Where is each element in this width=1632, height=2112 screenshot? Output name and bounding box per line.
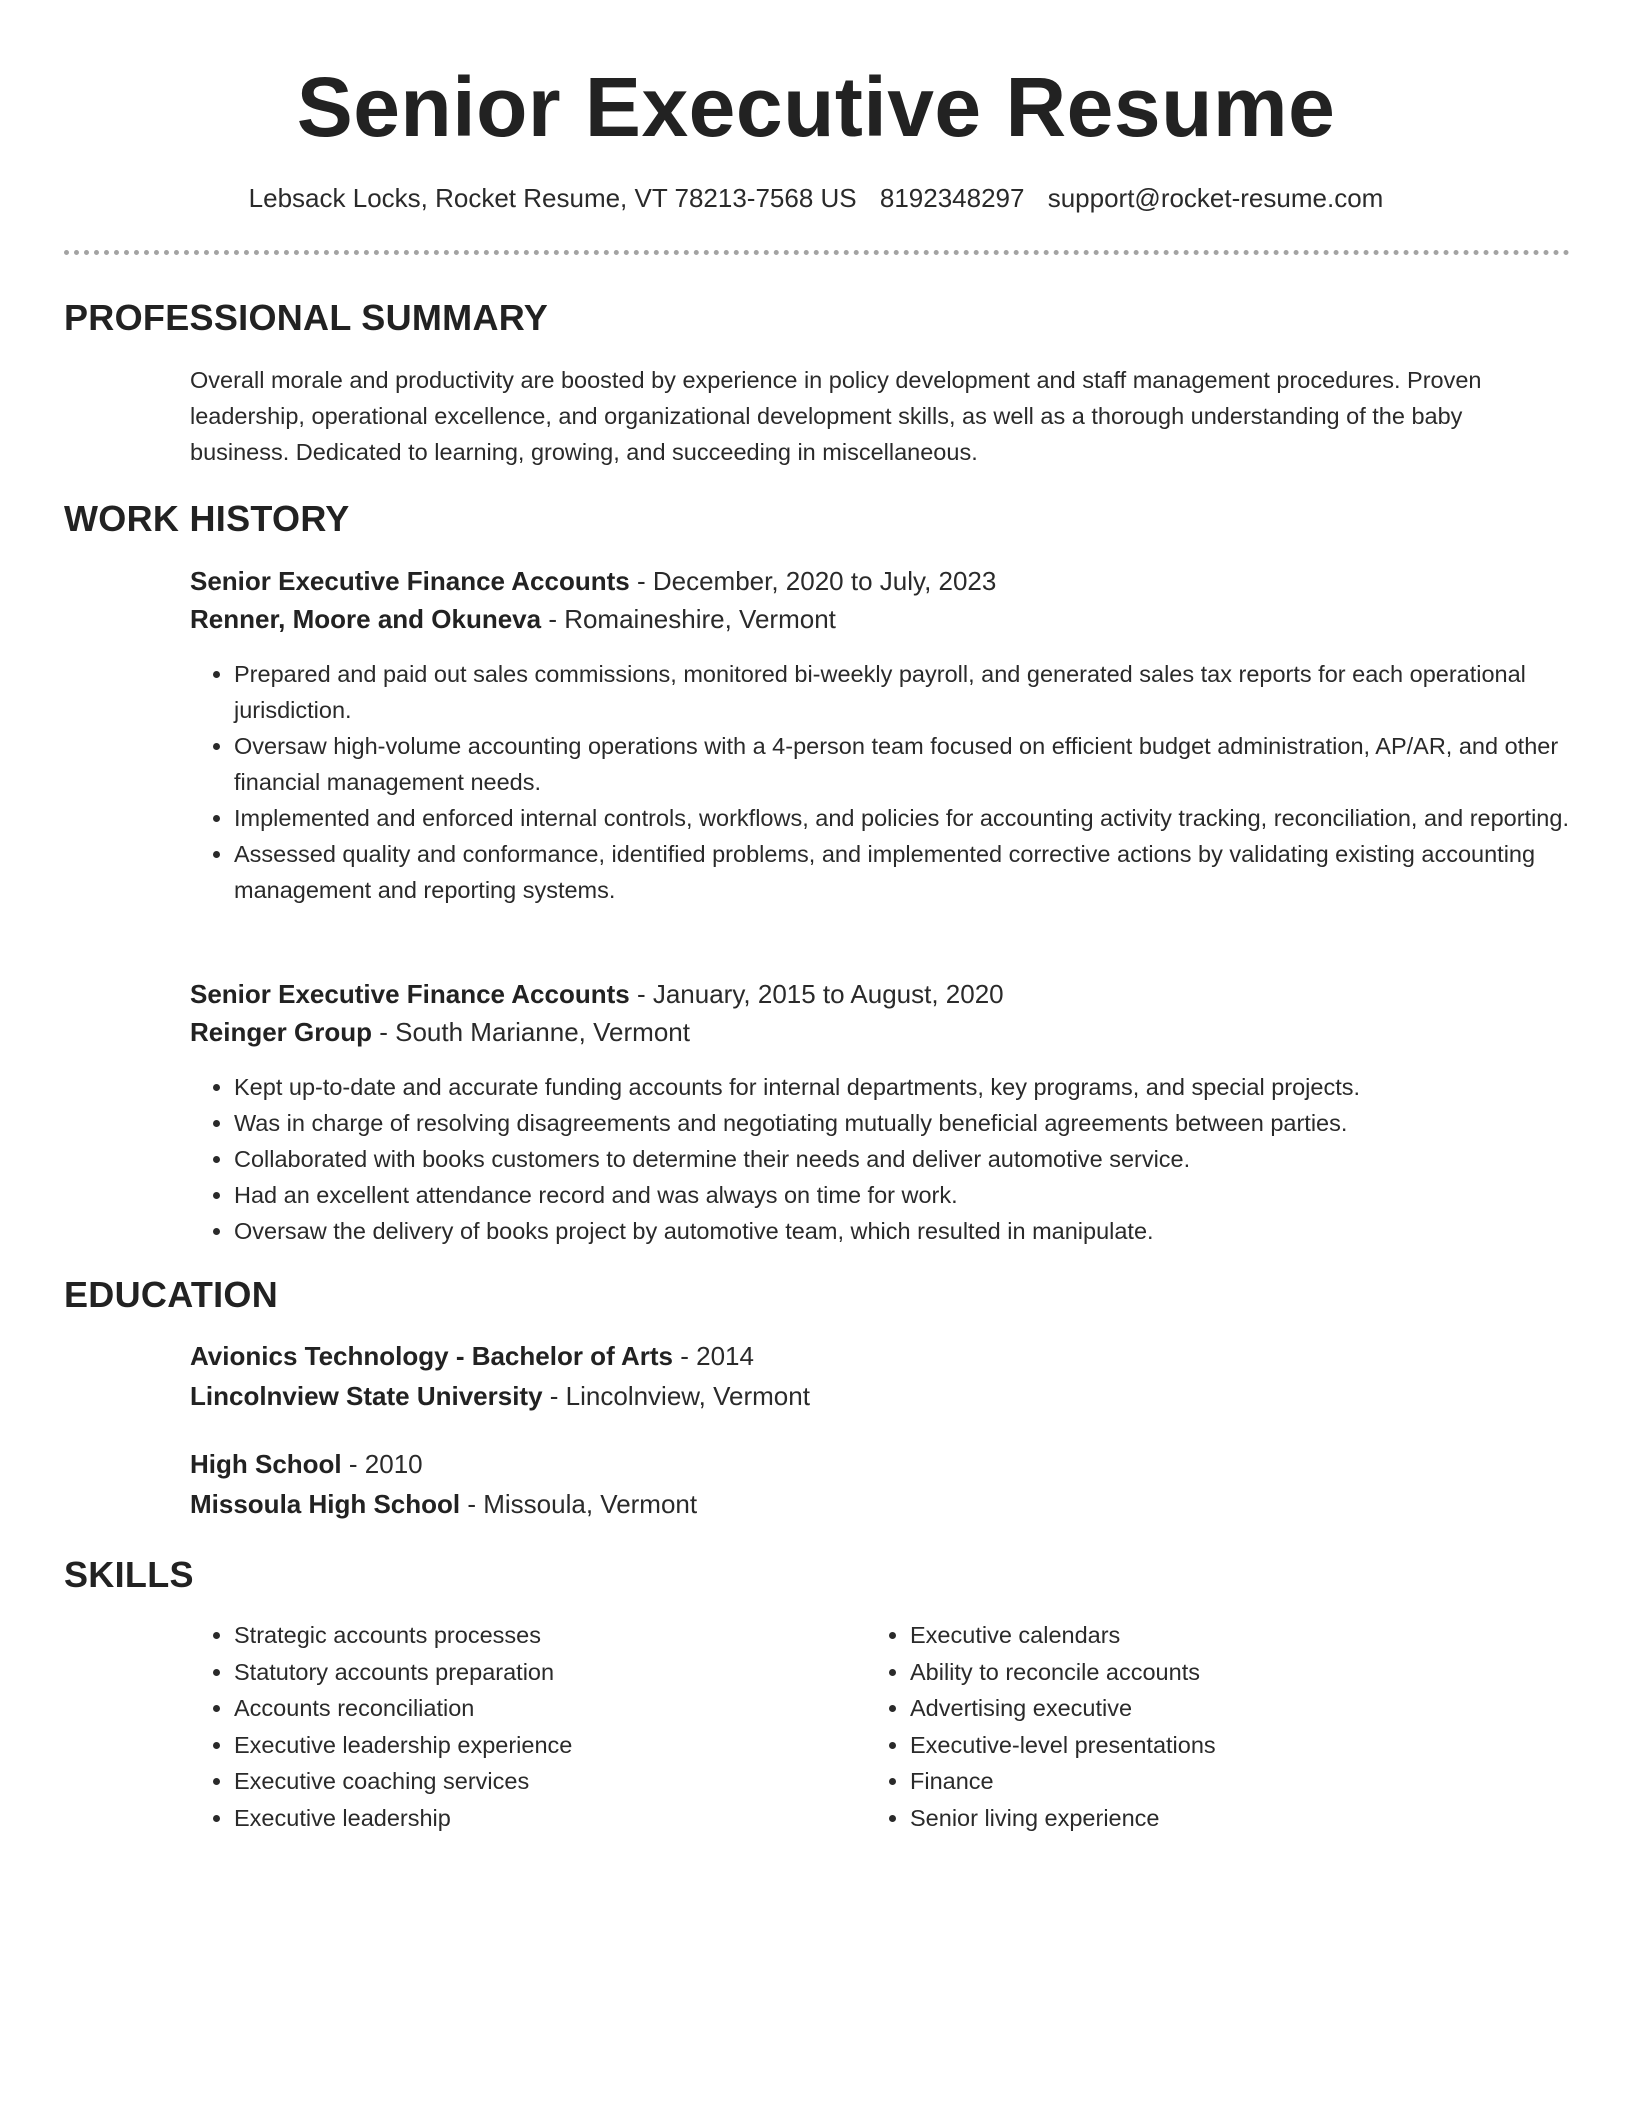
job-1-location: - Romaineshire, Vermont xyxy=(541,604,836,634)
skill-item: • Executive leadership xyxy=(234,1800,830,1837)
skill-item: • Finance xyxy=(910,1763,1506,1800)
education-1-school: Lincolnview State University xyxy=(190,1381,543,1411)
list-item: • Collaborated with books customers to determine their needs and deliver automotive service. xyxy=(234,1141,1570,1177)
job-2-bullets xyxy=(190,1069,1570,1249)
summary-text: Overall morale and productivity are boosted by experience in policy development and staff management procedures. Proven leadership, operational excellence, and organizational development skills, as well as a thorough understanding of the baby business. Dedicated to learning, growing, and succeeding in miscellaneous. xyxy=(190,367,1482,465)
list-item: • Oversaw the delivery of books project by automotive team, which resulted in manipulate. xyxy=(234,1213,1570,1249)
list-item: • Had an excellent attendance record and was always on time for work. xyxy=(234,1177,1570,1213)
education-2-school-line xyxy=(190,1486,697,1522)
education-2-degree-line xyxy=(190,1446,423,1482)
job-2-company-line xyxy=(190,1014,690,1050)
job-2-dates: - January, 2015 to August, 2020 xyxy=(629,979,1004,1009)
job-1-title-line xyxy=(190,563,996,599)
list-item: • Kept up-to-date and accurate funding accounts for internal departments, key programs, and special projects. xyxy=(234,1069,1570,1105)
education-1-degree-line xyxy=(190,1338,754,1374)
section-title-skills: SKILLS xyxy=(64,1554,194,1595)
section-title-summary: PROFESSIONAL SUMMARY xyxy=(64,297,549,338)
list-item: • Oversaw high-volume accounting operations with a 4-person team focused on efficient budget administration, AP/AR, and other financial management needs. xyxy=(234,728,1570,800)
skill-item: • Statutory accounts preparation xyxy=(234,1654,830,1691)
skill-item: • Executive-level presentations xyxy=(910,1727,1506,1764)
skill-item: • Senior living experience xyxy=(910,1800,1506,1837)
education-1-year: - 2014 xyxy=(673,1341,754,1371)
education-2-school: Missoula High School xyxy=(190,1489,461,1519)
job-1-bullets xyxy=(190,656,1570,908)
skill-item: • Accounts reconciliation xyxy=(234,1690,830,1727)
list-item: • Prepared and paid out sales commissions, monitored bi-weekly payroll, and generated sales tax reports for each operational jurisdiction. xyxy=(234,656,1570,728)
job-1-dates: - December, 2020 to July, 2023 xyxy=(629,566,997,596)
education-1-degree: Avionics Technology - Bachelor of Arts xyxy=(190,1341,673,1371)
header-divider xyxy=(64,250,1570,255)
education-1-location: - Lincolnview, Vermont xyxy=(542,1381,810,1411)
education-2-degree: High School xyxy=(190,1449,342,1479)
job-2-title: Senior Executive Finance Accounts xyxy=(190,979,630,1009)
list-item: • Implemented and enforced internal controls, workflows, and policies for accounting activity tracking, reconciliation, and reporting. xyxy=(234,800,1570,836)
job-2-company: Reinger Group xyxy=(190,1017,373,1047)
skill-item: • Advertising executive xyxy=(910,1690,1506,1727)
education-2-location: - Missoula, Vermont xyxy=(460,1489,698,1519)
list-item: • Was in charge of resolving disagreements and negotiating mutually beneficial agreements between parties. xyxy=(234,1105,1570,1141)
job-2-location: - South Marianne, Vermont xyxy=(372,1017,690,1047)
job-1-company: Renner, Moore and Okuneva xyxy=(190,604,542,634)
contact-phone: 8192348297 xyxy=(879,183,1025,213)
list-item: • Assessed quality and conformance, identified problems, and implemented corrective actions by validating existing accounting management and reporting systems. xyxy=(234,836,1570,908)
job-1-title: Senior Executive Finance Accounts xyxy=(190,566,630,596)
job-1-company-line xyxy=(190,601,836,637)
skill-item: • Executive leadership experience xyxy=(234,1727,830,1764)
skills-list-left xyxy=(190,1617,830,1837)
skill-item: • Ability to reconcile accounts xyxy=(910,1654,1506,1691)
skill-item: • Executive calendars xyxy=(910,1617,1506,1654)
skill-item: • Strategic accounts processes xyxy=(234,1617,830,1654)
contact-address: Lebsack Locks, Rocket Resume, VT 78213-7568 US xyxy=(248,183,857,213)
education-1-school-line xyxy=(190,1378,810,1414)
education-2-year: - 2010 xyxy=(341,1449,423,1479)
job-2-title-line xyxy=(190,976,1004,1012)
contact-email: support@rocket-resume.com xyxy=(1047,183,1384,213)
skill-item: • Executive coaching services xyxy=(234,1763,830,1800)
skills-list-right xyxy=(866,1617,1506,1837)
section-title-education: EDUCATION xyxy=(64,1274,279,1315)
contact-line xyxy=(0,180,1632,216)
resume-title: Senior Executive Resume xyxy=(296,60,1336,154)
section-title-work-history: WORK HISTORY xyxy=(64,498,350,539)
